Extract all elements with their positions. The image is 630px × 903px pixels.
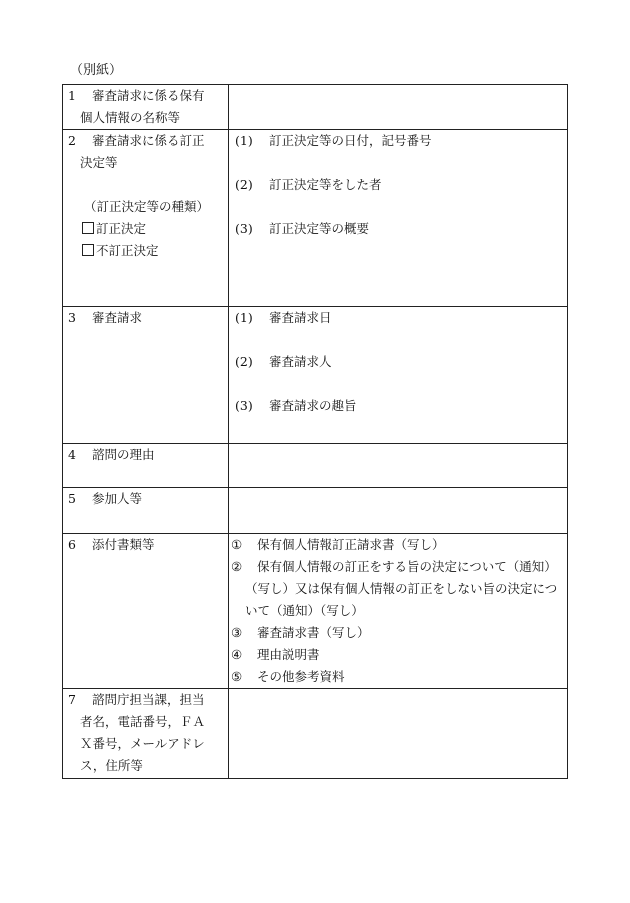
row-3-label-cell [63,307,229,444]
checkbox-non-correction[interactable] [68,240,225,262]
row-4-value-cell [229,444,568,488]
row-6 [63,534,568,689]
attachment-2: ② 保有個人情報の訂正をする旨の決定について（通知） [231,559,557,574]
row-2-value-cell [229,130,568,307]
row-3-label: 審査請求 [91,310,142,325]
row-3-item-2: (2) 審査請求人 [235,354,332,369]
row-7-label-line-1: 諮問庁担当課，担当 [91,692,205,707]
attachment-3: ③ 審査請求書（写し） [231,625,370,640]
row-6-number: 6 [68,537,76,552]
row-2-label-cell [63,130,229,307]
page-label: （別紙） [70,63,123,78]
row-2-label-line-1: 審査請求に係る訂正 [91,133,205,148]
row-2-item-1: (1) 訂正決定等の日付，記号番号 [235,133,432,148]
checkbox-icon [82,244,94,256]
row-4-number: 4 [68,447,76,462]
row-5 [63,488,568,534]
correction-type-label: （訂正決定等の種類） [84,199,210,214]
attachment-1: ① 保有個人情報訂正請求書（写し） [231,537,445,552]
row-3 [63,307,568,444]
row-7-label-line-2: 者名，電話番号，ＦＡ [80,714,206,729]
row-2-label-line-2: 決定等 [80,155,118,170]
row-7-label-line-4: ス，住所等 [80,758,143,773]
checkbox-correction-label: 訂正決定 [96,221,147,236]
attachment-5: ⑤ その他参考資料 [231,669,345,684]
row-1-label-line-1: 審査請求に係る保有 [91,88,205,103]
row-2-number: 2 [68,133,76,148]
row-5-label-cell [63,488,229,534]
attachment-2-line-3: いて（通知）（写し） [245,603,364,618]
checkbox-non-correction-label: 不訂正決定 [96,243,159,258]
checkbox-correction[interactable] [68,218,225,240]
row-3-item-1: (1) 審査請求日 [235,310,332,325]
row-2-item-2: (2) 訂正決定等をした者 [235,177,382,192]
row-3-value-cell [229,307,568,444]
attachment-2-line-2: （写し）又は保有個人情報の訂正をしない旨の決定につ [245,581,558,596]
row-4 [63,444,568,488]
row-4-label: 諮問の理由 [91,447,155,462]
row-7 [63,689,568,779]
row-1-label-line-2: 個人情報の名称等 [80,110,181,125]
row-7-label-cell [63,689,229,779]
row-3-item-3: (3) 審査請求の趣旨 [235,398,357,413]
row-1 [63,85,568,130]
row-2 [63,130,568,307]
row-2-item-3: (3) 訂正決定等の概要 [235,221,370,236]
row-1-number: 1 [68,88,76,103]
attachment-4: ④ 理由説明書 [231,647,320,662]
row-7-value-cell [229,689,568,779]
row-5-label: 参加人等 [91,491,142,506]
row-1-value-cell [229,85,568,130]
row-7-number: 7 [68,692,76,707]
row-3-number: 3 [68,310,76,325]
row-5-number: 5 [68,491,76,506]
row-5-value-cell [229,488,568,534]
row-1-label-cell [63,85,229,130]
row-6-value-cell [229,534,568,689]
row-6-label-cell [63,534,229,689]
row-7-label-line-3: Ｘ番号，メールアドレ [80,736,205,751]
checkbox-icon [82,222,94,234]
row-6-label: 添付書類等 [91,537,155,552]
review-request-form-table [62,84,568,779]
row-4-label-cell [63,444,229,488]
